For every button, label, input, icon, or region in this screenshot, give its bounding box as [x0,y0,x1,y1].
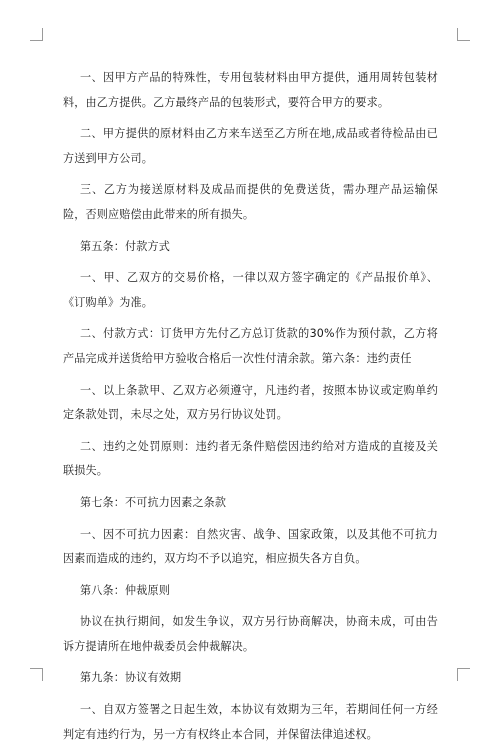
heading-article-9: 第九条：协议有效期 [80,671,182,685]
clause-arbitration: 协议在执行期间，如发生争议，双方另行协商解决，协商未成，可由告诉方提请所在地仲裁委员会仲裁解决。 [63,615,438,653]
heading-article-5: 第五条：付款方式 [80,239,170,253]
clause-packaging: 一、因甲方产品的特殊性，专用包装材料由甲方提供，通用周转包装材料，由乙方提供。乙方最终产品的包装形式，要符合甲方的要求。 [63,71,438,109]
clause-breach-principle: 二、违约之处罚原则：违约者无条件赔偿因违约给对方造成的直接及关联损失。 [63,439,438,478]
clause-validity: 一、自双方签署之日起生效，本协议有效期为三年，若期间任何一方经判定有违约行为，另一方有权终止本合同，并保留法律追述权。 [63,703,438,741]
clause-pricing: 一、甲、乙双方的交易价格，一律以双方签字确定的《产品报价单》、《订购单》为准。 [63,271,438,309]
clause-payment-method: 二、付款方式：订货甲方先付乙方总订货款的30%作为预付款，乙方将产品完成并送货给甲方验收合格后一次性付清余款。第六条：违约责任 [63,327,438,365]
document-body [63,66,438,754]
heading-article-7: 第七条：不可抗力因素之条款 [80,495,227,509]
crop-mark-top-right [457,28,470,41]
heading-article-8: 第八条：仲裁原则 [80,583,170,597]
clause-transport-insurance: 三、乙方为接送原材料及成品而提供的免费送货，需办理产品运输保险，否则应赔偿由此带来的所有损失。 [63,183,438,221]
clause-force-majeure: 一、因不可抗力因素：自然灾害、战争、国家政策，以及其他不可抗力因素而造成的违约，双方均不予以追究，相应损失各方自负。 [63,527,438,566]
clause-breach-penalty: 一、以上条款甲、乙双方必须遵守，凡违约者，按照本协议或定购单约定条款处罚，未尽之处，双方另行协议处罚。 [63,383,438,422]
crop-mark-bottom-left [30,668,43,681]
clause-material-delivery: 二、甲方提供的原材料由乙方来车送至乙方所在地,成品或者待检品由已方送到甲方公司。 [63,127,438,165]
crop-mark-top-left [30,28,43,41]
crop-mark-bottom-right [457,668,470,681]
